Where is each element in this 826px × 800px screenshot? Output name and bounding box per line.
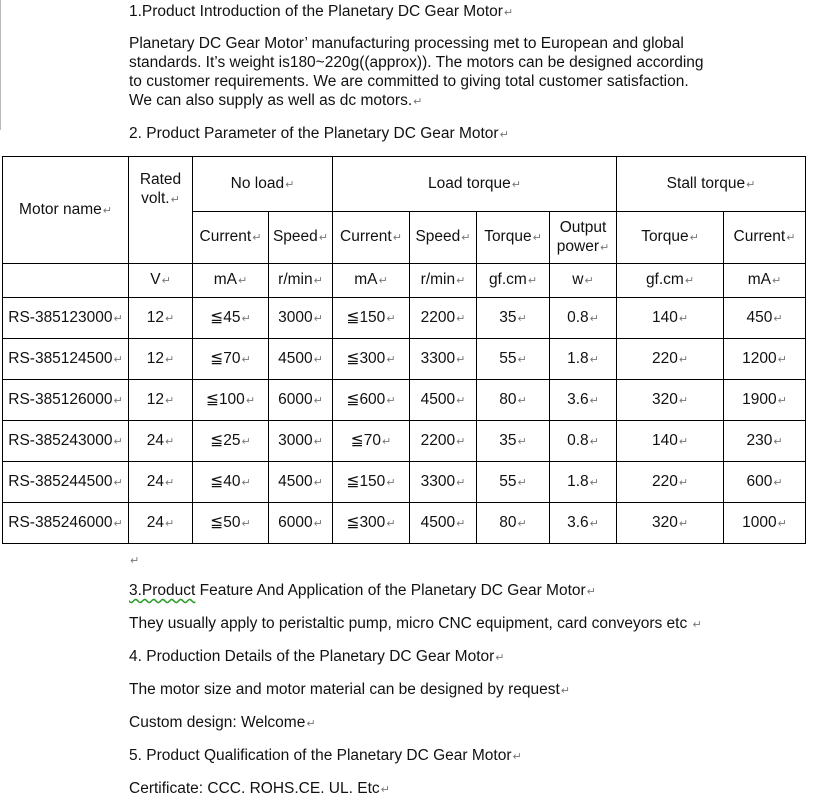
table-row xyxy=(3,380,806,421)
section4-custom: Custom design: Welcome↵ xyxy=(129,714,316,731)
header-rated-volt: Rated volt.↵ xyxy=(129,157,193,264)
value-cell: ≦70↵ xyxy=(193,339,269,380)
unit-cell: mA↵ xyxy=(724,264,806,298)
value-cell: 0.8↵ xyxy=(550,298,617,339)
unit-cell: r/min↵ xyxy=(410,264,477,298)
value-cell: 1.8↵ xyxy=(550,339,617,380)
value-cell: 220↵ xyxy=(617,339,724,380)
value-cell: 12↵ xyxy=(129,298,193,339)
value-cell: 80↵ xyxy=(477,503,550,544)
value-cell: ≦50↵ xyxy=(193,503,269,544)
table-row xyxy=(3,339,806,380)
section5-text: Certificate: CCC. ROHS.CE. UL. Etc↵ xyxy=(129,780,390,797)
header-no-load: No load↵ xyxy=(193,157,333,212)
section3-text: They usually apply to peristaltic pump, micro CNC equipment, card conveyors etc ↵ xyxy=(129,615,702,632)
value-cell: 0.8↵ xyxy=(550,421,617,462)
value-cell: 230↵ xyxy=(724,421,806,462)
unit-cell: mA↵ xyxy=(333,264,410,298)
value-cell: ≦45↵ xyxy=(193,298,269,339)
unit-cell: gf.cm↵ xyxy=(477,264,550,298)
value-cell: 6000↵ xyxy=(269,503,333,544)
value-cell: 24↵ xyxy=(129,462,193,503)
empty-paragraph: ↵ xyxy=(130,555,140,567)
table-row xyxy=(3,503,806,544)
section4-text: The motor size and motor material can be designed by request↵ xyxy=(129,681,571,698)
value-cell: 80↵ xyxy=(477,380,550,421)
value-cell: 35↵ xyxy=(477,421,550,462)
sub-output-power: Output power↵ xyxy=(550,212,617,264)
sub-load-speed: Speed↵ xyxy=(410,212,477,264)
value-cell: 2200↵ xyxy=(410,298,477,339)
value-cell: 35↵ xyxy=(477,298,550,339)
sub-noload-speed: Speed↵ xyxy=(269,212,333,264)
section1-line-3: to customer requirements. We are committed to giving total customer satisfaction. xyxy=(129,73,689,90)
unit-cell: w↵ xyxy=(550,264,617,298)
value-cell: 140↵ xyxy=(617,421,724,462)
value-cell: ≦150↵ xyxy=(333,462,410,503)
value-cell: 3000↵ xyxy=(269,298,333,339)
value-cell: 24↵ xyxy=(129,503,193,544)
section3-heading: 3.Product Feature And Application of the Planetary DC Gear Motor↵ xyxy=(129,582,596,599)
table-row xyxy=(3,421,806,462)
section2-heading: 2. Product Parameter of the Planetary DC Gear Motor↵ xyxy=(129,125,509,142)
motor-name-cell: RS-385244500↵ xyxy=(3,462,129,503)
value-cell: 1000↵ xyxy=(724,503,806,544)
sub-load-current: Current↵ xyxy=(333,212,410,264)
value-cell: 4500↵ xyxy=(410,503,477,544)
value-cell: 450↵ xyxy=(724,298,806,339)
section1-line-2: standards. It’s weight is180~220g((approx)). The motors can be designed according xyxy=(129,54,704,71)
table-row xyxy=(3,462,806,503)
value-cell: 320↵ xyxy=(617,380,724,421)
sub-stall-torque: Torque↵ xyxy=(617,212,724,264)
sub-noload-current: Current↵ xyxy=(193,212,269,264)
value-cell: 24↵ xyxy=(129,421,193,462)
value-cell: 12↵ xyxy=(129,339,193,380)
section1-line-1: Planetary DC Gear Motor’ manufacturing processing met to European and global xyxy=(129,35,684,52)
value-cell: ≦25↵ xyxy=(193,421,269,462)
section4-heading: 4. Production Details of the Planetary DC Gear Motor↵ xyxy=(129,648,505,665)
section1-heading: 1.Product Introduction of the Planetary DC Gear Motor↵ xyxy=(129,3,514,20)
value-cell: ≦40↵ xyxy=(193,462,269,503)
unit-cell: mA↵ xyxy=(193,264,269,298)
unit-cell: V↵ xyxy=(129,264,193,298)
unit-blank xyxy=(3,264,129,298)
value-cell: ≦600↵ xyxy=(333,380,410,421)
value-cell: 3.6↵ xyxy=(550,503,617,544)
section1-line-4: We can also supply as well as dc motors.↵ xyxy=(129,92,423,109)
value-cell: 3000↵ xyxy=(269,421,333,462)
value-cell: 220↵ xyxy=(617,462,724,503)
value-cell: 4500↵ xyxy=(410,380,477,421)
value-cell: ≦150↵ xyxy=(333,298,410,339)
value-cell: 55↵ xyxy=(477,339,550,380)
value-cell: 3.6↵ xyxy=(550,380,617,421)
value-cell: 2200↵ xyxy=(410,421,477,462)
table-units-row xyxy=(3,264,806,298)
motor-name-cell: RS-385126000↵ xyxy=(3,380,129,421)
header-load-torque: Load torque↵ xyxy=(333,157,617,212)
value-cell: 600↵ xyxy=(724,462,806,503)
value-cell: 3300↵ xyxy=(410,462,477,503)
value-cell: 320↵ xyxy=(617,503,724,544)
value-cell: 4500↵ xyxy=(269,462,333,503)
section5-heading: 5. Product Qualification of the Planetary DC Gear Motor↵ xyxy=(129,747,522,764)
table-body xyxy=(3,298,806,544)
motor-name-cell: RS-385246000↵ xyxy=(3,503,129,544)
value-cell: 1200↵ xyxy=(724,339,806,380)
table-row xyxy=(3,298,806,339)
motor-name-cell: RS-385123000↵ xyxy=(3,298,129,339)
value-cell: 1.8↵ xyxy=(550,462,617,503)
motor-name-cell: RS-385243000↵ xyxy=(3,421,129,462)
value-cell: 3300↵ xyxy=(410,339,477,380)
page-margin-line xyxy=(0,0,1,130)
value-cell: ≦300↵ xyxy=(333,503,410,544)
sub-load-torque: Torque↵ xyxy=(477,212,550,264)
parameter-table xyxy=(2,156,806,544)
value-cell: 12↵ xyxy=(129,380,193,421)
header-motor-name: Motor name↵ xyxy=(3,157,129,264)
value-cell: 4500↵ xyxy=(269,339,333,380)
value-cell: ≦300↵ xyxy=(333,339,410,380)
value-cell: 55↵ xyxy=(477,462,550,503)
unit-cell: gf.cm↵ xyxy=(617,264,724,298)
table-header-row-1 xyxy=(3,157,806,212)
sub-stall-current: Current↵ xyxy=(724,212,806,264)
value-cell: 140↵ xyxy=(617,298,724,339)
value-cell: 6000↵ xyxy=(269,380,333,421)
value-cell: ≦70↵ xyxy=(333,421,410,462)
motor-name-cell: RS-385124500↵ xyxy=(3,339,129,380)
unit-cell: r/min↵ xyxy=(269,264,333,298)
value-cell: ≦100↵ xyxy=(193,380,269,421)
header-stall-torque: Stall torque↵ xyxy=(617,157,806,212)
value-cell: 1900↵ xyxy=(724,380,806,421)
